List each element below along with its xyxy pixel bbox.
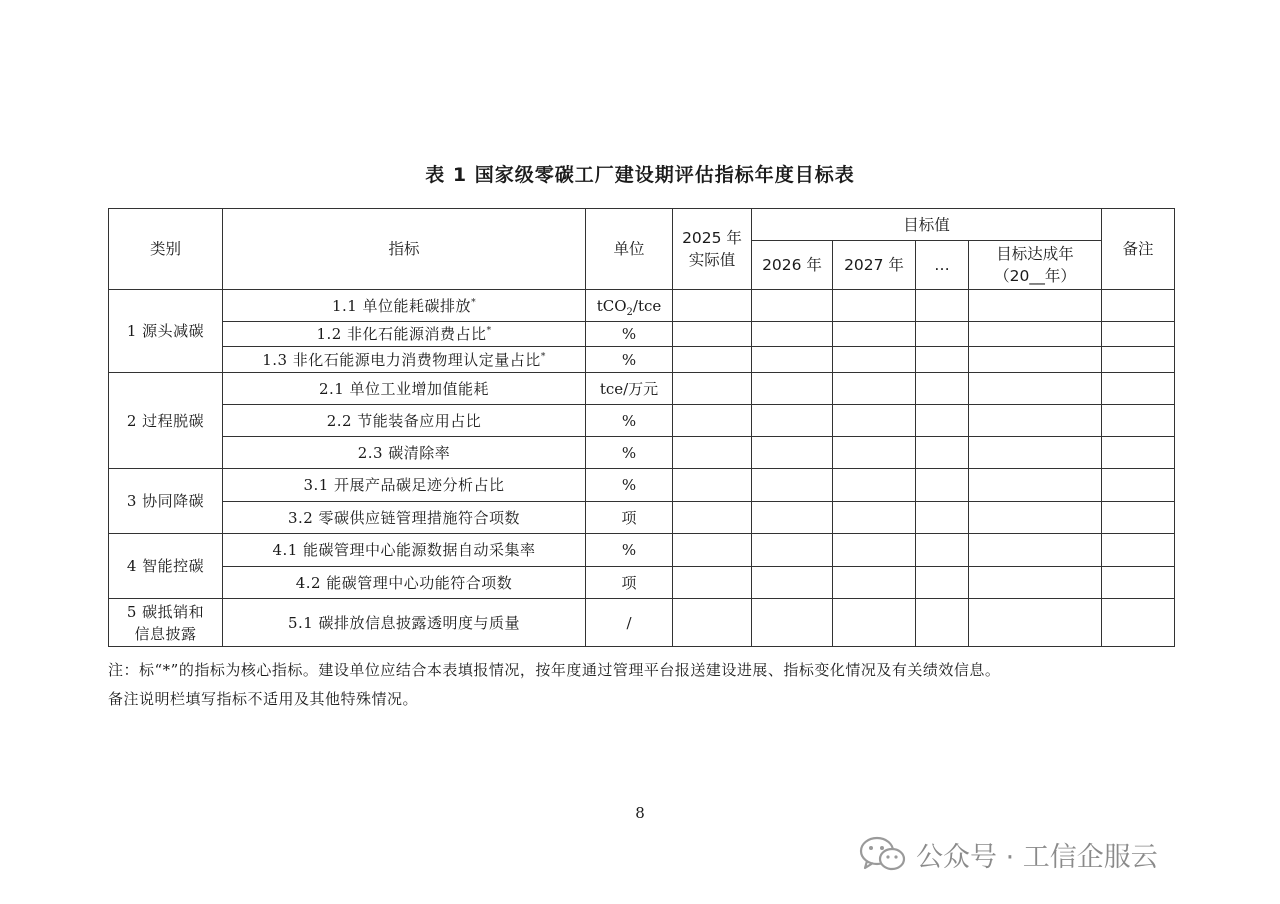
value-cell[interactable]: [673, 347, 752, 373]
table-row: [109, 373, 1175, 405]
header-actual-2025-line1: 2025 年: [682, 229, 742, 247]
table-row: [109, 347, 1175, 373]
table-row: [109, 534, 1175, 567]
table-row: [109, 599, 1175, 647]
indicator-text: 1.2 非化石能源消费占比: [316, 325, 487, 343]
value-cell[interactable]: [833, 373, 916, 405]
remark-cell[interactable]: [1102, 599, 1175, 647]
header-reach-year-line1: 目标达成年: [996, 245, 1074, 263]
remark-cell[interactable]: [1102, 567, 1175, 599]
indicator-text: 1.1 单位能耗碳排放: [331, 296, 472, 315]
remark-cell[interactable]: [1102, 322, 1175, 347]
category-line2: 信息披露: [134, 624, 197, 643]
unit-cell: %: [586, 469, 673, 502]
indicator-cell: [223, 347, 586, 373]
table-row: [109, 502, 1175, 534]
value-cell[interactable]: [673, 405, 752, 437]
value-cell[interactable]: [752, 290, 833, 322]
value-cell[interactable]: [969, 347, 1102, 373]
table-note: [108, 656, 1208, 714]
remark-cell[interactable]: [1102, 405, 1175, 437]
value-cell[interactable]: [916, 534, 969, 567]
table-title: 表 1 国家级零碳工厂建设期评估指标年度目标表: [425, 164, 855, 186]
unit-cell: [586, 290, 673, 322]
remark-cell[interactable]: [1102, 373, 1175, 405]
value-cell[interactable]: [752, 567, 833, 599]
table-row: [109, 437, 1175, 469]
value-cell[interactable]: [916, 290, 969, 322]
header-category: 类别: [109, 209, 223, 290]
remark-cell[interactable]: [1102, 437, 1175, 469]
header-2027: 2027 年: [833, 241, 916, 290]
category-cell: [109, 599, 223, 647]
table-row: [109, 405, 1175, 437]
value-cell[interactable]: [916, 322, 969, 347]
value-cell[interactable]: [833, 347, 916, 373]
unit-cell: %: [586, 534, 673, 567]
value-cell[interactable]: [969, 534, 1102, 567]
header-actual-2025-line2: 实际值: [688, 251, 736, 269]
unit-cell: %: [586, 437, 673, 469]
core-mark: *: [471, 297, 477, 308]
value-cell[interactable]: [969, 599, 1102, 647]
remark-cell[interactable]: [1102, 347, 1175, 373]
unit-subscript: 2: [626, 306, 633, 318]
category-cell: 1 源头减碳: [109, 290, 223, 373]
value-cell[interactable]: [916, 405, 969, 437]
value-cell[interactable]: [752, 373, 833, 405]
value-cell[interactable]: [969, 502, 1102, 534]
value-cell[interactable]: [752, 437, 833, 469]
note-line1: 注：标“*”的指标为核心指标。建设单位应结合本表填报情况，按年度通过管理平台报送建设进展、指标变化情况及有关绩效信息。: [108, 661, 1001, 679]
unit-text: tCO: [596, 296, 627, 315]
unit-cell: %: [586, 322, 673, 347]
header-indicator: 指标: [223, 209, 586, 290]
value-cell[interactable]: [752, 469, 833, 502]
unit-cell: tce/万元: [586, 373, 673, 405]
indicator-cell: 4.1 能碳管理中心能源数据自动采集率: [223, 534, 586, 567]
indicator-cell: 3.1 开展产品碳足迹分析占比: [223, 469, 586, 502]
value-cell[interactable]: [752, 405, 833, 437]
value-cell[interactable]: [833, 469, 916, 502]
watermark-text: 公众号 · 工信企服云: [916, 841, 1158, 873]
value-cell[interactable]: [916, 567, 969, 599]
remark-cell[interactable]: [1102, 290, 1175, 322]
indicator-cell: 2.2 节能装备应用占比: [223, 405, 586, 437]
value-cell[interactable]: [833, 534, 916, 567]
value-cell[interactable]: [673, 599, 752, 647]
value-cell[interactable]: [833, 290, 916, 322]
table-row: [109, 567, 1175, 599]
category-cell: 2 过程脱碳: [109, 373, 223, 469]
indicator-text: 1.3 非化石能源电力消费物理认定量占比: [262, 350, 541, 369]
value-cell[interactable]: [969, 405, 1102, 437]
category-cell: 3 协同降碳: [109, 469, 223, 534]
value-cell[interactable]: [673, 322, 752, 347]
unit-cell: 项: [586, 567, 673, 599]
core-mark: *: [486, 326, 492, 336]
value-cell[interactable]: [969, 469, 1102, 502]
remark-cell[interactable]: [1102, 534, 1175, 567]
value-cell[interactable]: [916, 437, 969, 469]
value-cell[interactable]: [673, 290, 752, 322]
value-cell[interactable]: [969, 437, 1102, 469]
header-ellipsis: …: [916, 241, 969, 290]
indicator-cell: 2.3 碳清除率: [223, 437, 586, 469]
value-cell[interactable]: [916, 502, 969, 534]
unit-cell: %: [586, 405, 673, 437]
value-cell[interactable]: [752, 502, 833, 534]
value-cell[interactable]: [833, 502, 916, 534]
value-cell[interactable]: [833, 437, 916, 469]
value-cell[interactable]: [833, 322, 916, 347]
header-actual-2025: [673, 209, 752, 290]
value-cell[interactable]: [916, 469, 969, 502]
value-cell[interactable]: [969, 373, 1102, 405]
category-cell: 4 智能控碳: [109, 534, 223, 599]
header-reach-year-line2: （20__年）: [994, 267, 1076, 285]
value-cell[interactable]: [673, 567, 752, 599]
indicator-table: [108, 208, 1175, 647]
table-row: [109, 469, 1175, 502]
header-2026: 2026 年: [752, 241, 833, 290]
header-reach-year: [969, 241, 1102, 290]
value-cell[interactable]: [673, 437, 752, 469]
value-cell[interactable]: [916, 599, 969, 647]
value-cell[interactable]: [752, 322, 833, 347]
value-cell[interactable]: [833, 405, 916, 437]
indicator-cell: 3.2 零碳供应链管理措施符合项数: [223, 502, 586, 534]
remark-cell[interactable]: [1102, 469, 1175, 502]
category-line1: 5 碳抵销和: [126, 602, 205, 621]
value-cell[interactable]: [833, 567, 916, 599]
header-unit: 单位: [586, 209, 673, 290]
value-cell[interactable]: [673, 469, 752, 502]
unit-cell: %: [586, 347, 673, 373]
header-remark: 备注: [1102, 209, 1175, 290]
page-number: 8: [635, 804, 645, 822]
value-cell[interactable]: [752, 347, 833, 373]
unit-cell: 项: [586, 502, 673, 534]
value-cell[interactable]: [969, 290, 1102, 322]
value-cell[interactable]: [752, 599, 833, 647]
table-row: [109, 322, 1175, 347]
value-cell[interactable]: [673, 534, 752, 567]
value-cell[interactable]: [752, 534, 833, 567]
value-cell[interactable]: [673, 502, 752, 534]
remark-cell[interactable]: [1102, 502, 1175, 534]
indicator-cell: 2.1 单位工业增加值能耗: [223, 373, 586, 405]
unit-text-suffix: /tce: [632, 296, 662, 315]
watermark: [858, 832, 1158, 876]
unit-cell: /: [586, 599, 673, 647]
value-cell[interactable]: [969, 322, 1102, 347]
indicator-cell: 4.2 能碳管理中心功能符合项数: [223, 567, 586, 599]
core-mark: *: [540, 351, 546, 362]
value-cell[interactable]: [916, 347, 969, 373]
wechat-icon: [858, 834, 908, 874]
indicator-cell: [223, 290, 586, 322]
header-target: 目标值: [752, 209, 1102, 241]
value-cell[interactable]: [969, 567, 1102, 599]
value-cell[interactable]: [916, 373, 969, 405]
table-row: [109, 290, 1175, 322]
value-cell[interactable]: [833, 599, 916, 647]
indicator-cell: 5.1 碳排放信息披露透明度与质量: [223, 599, 586, 647]
note-line2: 备注说明栏填写指标不适用及其他特殊情况。: [108, 690, 419, 708]
indicator-cell: [223, 322, 586, 347]
value-cell[interactable]: [673, 373, 752, 405]
